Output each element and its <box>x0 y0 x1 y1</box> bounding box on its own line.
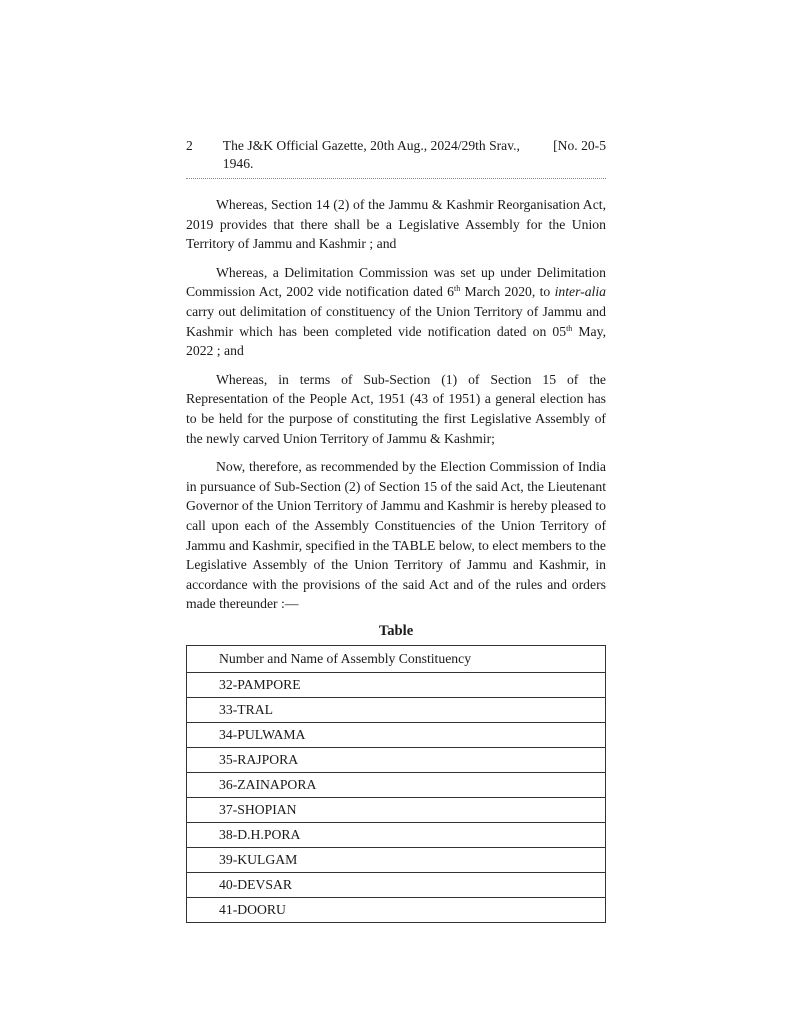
constituency-cell: 33-TRAL <box>187 697 606 722</box>
page-header <box>186 137 606 179</box>
page-number: 2 <box>186 138 193 153</box>
gazette-title: The J&K Official Gazette, 20th Aug., 2024/29th Srav., 1946. <box>222 138 520 171</box>
paragraph-text: Whereas, a Delimitation Commission was set up under Delimitation Commission Act, 2002 vide notification dated 6 <box>186 264 606 300</box>
table-row <box>187 747 606 772</box>
constituency-cell: 40-DEVSAR <box>187 872 606 897</box>
table-row <box>187 697 606 722</box>
constituency-table <box>186 645 606 923</box>
table-row <box>187 897 606 922</box>
constituency-cell: 39-KULGAM <box>187 847 606 872</box>
constituency-cell: 36-ZAINAPORA <box>187 772 606 797</box>
constituency-cell: 38-D.H.PORA <box>187 822 606 847</box>
gazette-page <box>186 137 606 923</box>
table-row <box>187 872 606 897</box>
constituency-cell: 41-DOORU <box>187 897 606 922</box>
table-header-row <box>187 645 606 672</box>
table-row <box>187 797 606 822</box>
constituency-cell: 34-PULWAMA <box>187 722 606 747</box>
paragraph-delimitation-commission <box>186 263 606 361</box>
constituency-cell: 35-RAJPORA <box>187 747 606 772</box>
constituency-cell: 32-PAMPORE <box>187 672 606 697</box>
ordinal-suffix: th <box>566 323 573 333</box>
table-header-cell: Number and Name of Assembly Constituency <box>187 645 606 672</box>
table-row <box>187 772 606 797</box>
table-row <box>187 672 606 697</box>
table-row <box>187 847 606 872</box>
ordinal-suffix: th <box>453 284 461 294</box>
paragraph-text: carry out delimitation of constituency of the Union Territory of Jammu and Kashmir which has been completed vide notification dated on 05 <box>186 303 606 339</box>
paragraph-reorganisation-act: Whereas, Section 14 (2) of the Jammu & Kashmir Reorganisation Act, 2019 provides that there shall be a Legislative Assembly for the Union Territory of Jammu and Kashmir ; and <box>186 197 606 252</box>
table-row <box>187 822 606 847</box>
paragraph-representation-act: Whereas, in terms of Sub-Section (1) of Section 15 of the Representation of the People Act, 1951 (43 of 1951) a general election has to be held for the purpose of constituting the first Legislative Assembly of the newly carved Union Territory of Jammu & Kashmir; <box>186 371 606 446</box>
italic-term: inter-alia <box>554 284 607 300</box>
paragraph-text: May, 2022 ; and <box>186 323 606 359</box>
issue-number: [No. 20-5 <box>553 138 606 153</box>
paragraph-notification: Now, therefore, as recommended by the Election Commission of India in pursuance of Sub-Section (2) of Section 15 of the said Act, the Lieutenant Governor of the Union Territory of Jammu and Kashmir is hereby pleased to call upon each of the Assembly Constituencies of the Union Territory of Jammu and Kashmir, specified in the TABLE below, to elect members to the Legislative Assembly of the Union Territory of Jammu and Kashmir, in accordance with the provisions of the said Act and of the rules and orders made thereunder :— <box>186 459 606 612</box>
paragraph-text: March 2020, to <box>460 284 555 300</box>
table-title: Table <box>378 622 414 639</box>
table-row <box>187 722 606 747</box>
constituency-cell: 37-SHOPIAN <box>187 797 606 822</box>
